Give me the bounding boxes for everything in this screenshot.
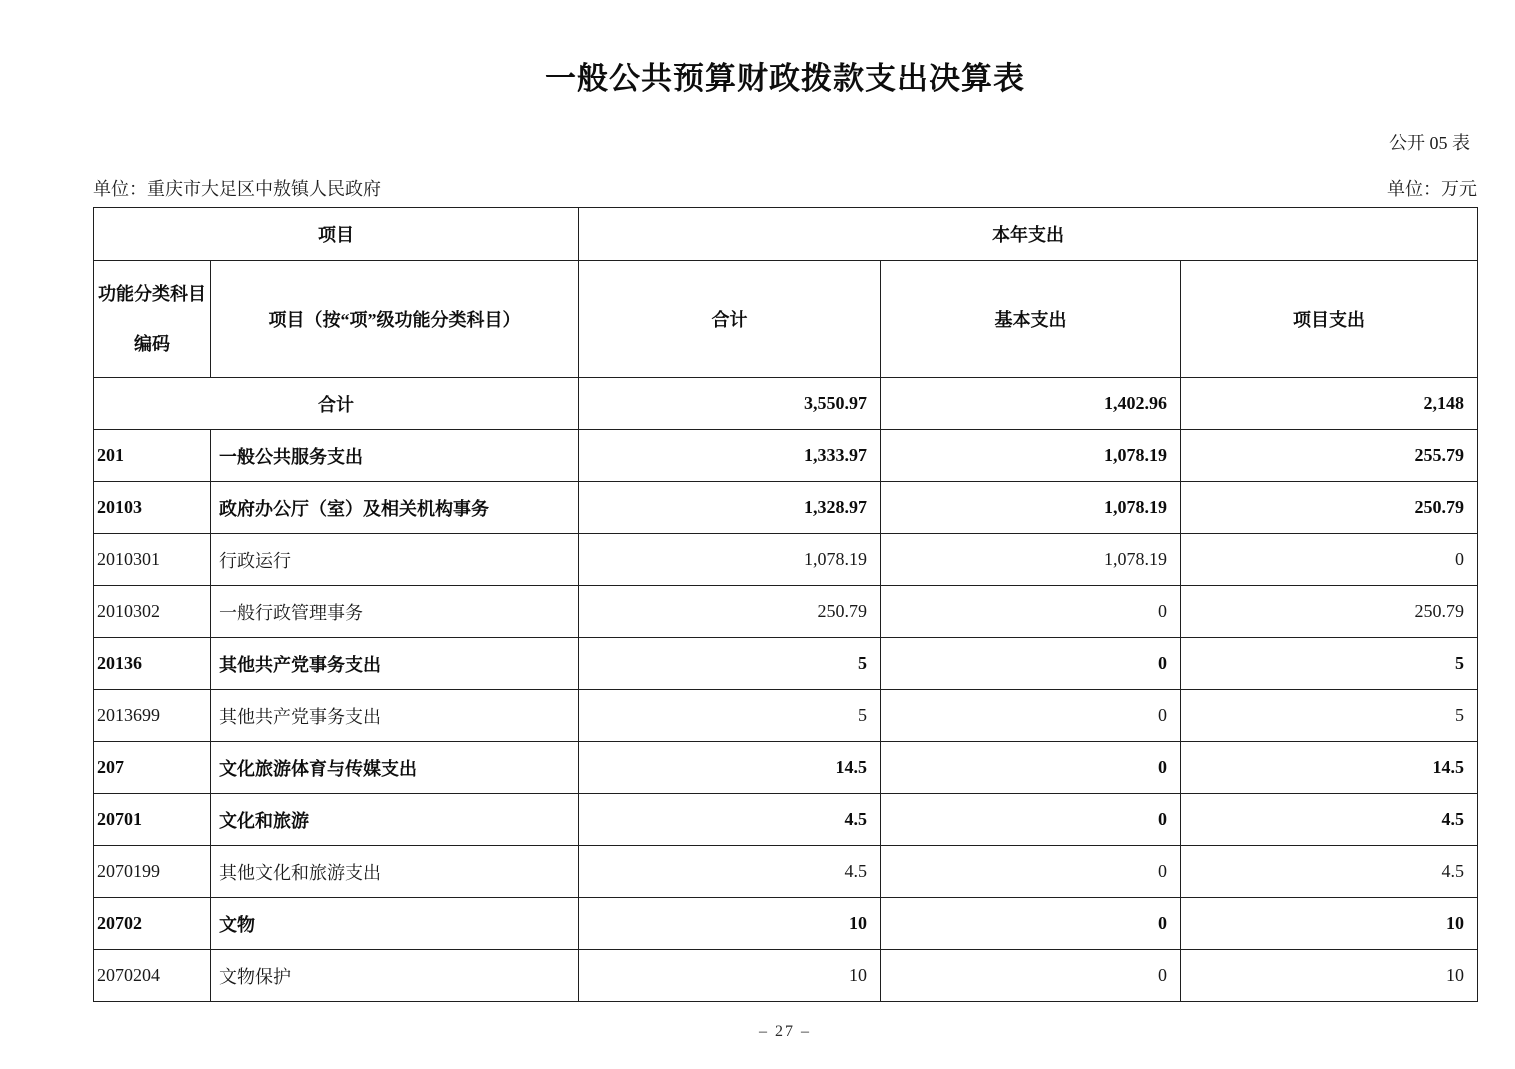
cell-total: 4.5 <box>579 794 881 846</box>
cell-code: 20702 <box>94 898 211 950</box>
cell-item: 文物 <box>211 898 579 950</box>
table-row <box>94 898 1478 950</box>
cell-basic: 0 <box>881 742 1181 794</box>
cell-code: 2070204 <box>94 950 211 1002</box>
cell-code: 2010301 <box>94 534 211 586</box>
reporting-unit-label: 单位：重庆市大足区中敖镇人民政府 <box>93 179 381 199</box>
cell-total: 10 <box>579 950 881 1002</box>
table-row <box>94 430 1478 482</box>
cell-total: 10 <box>579 898 881 950</box>
cell-project: 4.5 <box>1181 794 1478 846</box>
cell-project: 250.79 <box>1181 586 1478 638</box>
table-row <box>94 794 1478 846</box>
cell-basic: 0 <box>881 586 1181 638</box>
cell-code: 2010302 <box>94 586 211 638</box>
cell-item: 一般公共服务支出 <box>211 430 579 482</box>
table-row <box>94 482 1478 534</box>
cell-basic: 0 <box>881 950 1181 1002</box>
table-row <box>94 638 1478 690</box>
cell-code: 2013699 <box>94 690 211 742</box>
cell-project: 5 <box>1181 690 1478 742</box>
table-row <box>94 742 1478 794</box>
cell-total: 3,550.97 <box>579 378 881 430</box>
cell-total: 5 <box>579 690 881 742</box>
header-code-line2: 编码 <box>134 334 170 354</box>
header-group-item: 项目 <box>94 208 579 261</box>
header-code <box>94 261 211 378</box>
cell-code: 20701 <box>94 794 211 846</box>
cell-basic: 1,078.19 <box>881 534 1181 586</box>
header-code-line1: 功能分类科目 <box>98 284 206 304</box>
table-row <box>94 950 1478 1002</box>
cell-code: 20103 <box>94 482 211 534</box>
cell-basic: 0 <box>881 846 1181 898</box>
header-group-row <box>94 208 1478 261</box>
cell-item: 其他共产党事务支出 <box>211 690 579 742</box>
page-title: 一般公共预算财政拨款支出决算表 <box>545 61 1025 96</box>
cell-project: 250.79 <box>1181 482 1478 534</box>
cell-item: 一般行政管理事务 <box>211 586 579 638</box>
table-row <box>94 846 1478 898</box>
table-number-label: 公开 05 表 <box>1389 133 1470 153</box>
unit-row <box>93 175 1477 201</box>
header-columns-row <box>94 261 1478 378</box>
cell-item: 行政运行 <box>211 534 579 586</box>
cell-project: 4.5 <box>1181 846 1478 898</box>
header-basic: 基本支出 <box>881 261 1181 378</box>
cell-basic: 0 <box>881 898 1181 950</box>
cell-project: 5 <box>1181 638 1478 690</box>
header-item: 项目（按“项”级功能分类科目） <box>211 261 579 378</box>
cell-project: 10 <box>1181 950 1478 1002</box>
cell-basic: 1,402.96 <box>881 378 1181 430</box>
cell-basic: 1,078.19 <box>881 482 1181 534</box>
cell-project: 2,148 <box>1181 378 1478 430</box>
header-total: 合计 <box>579 261 881 378</box>
cell-project: 0 <box>1181 534 1478 586</box>
cell-item: 其他文化和旅游支出 <box>211 846 579 898</box>
cell-item: 文化和旅游 <box>211 794 579 846</box>
cell-total: 1,328.97 <box>579 482 881 534</box>
cell-item: 政府办公厅（室）及相关机构事务 <box>211 482 579 534</box>
page-number: – 27 – <box>759 1023 811 1040</box>
cell-code: 207 <box>94 742 211 794</box>
budget-table <box>93 207 1478 1002</box>
cell-project: 255.79 <box>1181 430 1478 482</box>
cell-total: 1,078.19 <box>579 534 881 586</box>
cell-total: 5 <box>579 638 881 690</box>
cell-total: 4.5 <box>579 846 881 898</box>
cell-total: 250.79 <box>579 586 881 638</box>
cell-code: 201 <box>94 430 211 482</box>
cell-basic: 1,078.19 <box>881 430 1181 482</box>
header-project: 项目支出 <box>1181 261 1478 378</box>
cell-total: 1,333.97 <box>579 430 881 482</box>
table-row <box>94 534 1478 586</box>
table-body <box>94 378 1478 1002</box>
cell-project: 10 <box>1181 898 1478 950</box>
table-header <box>94 208 1478 378</box>
table-row <box>94 378 1478 430</box>
cell-code: 20136 <box>94 638 211 690</box>
header-group-current-year: 本年支出 <box>579 208 1478 261</box>
cell-basic: 0 <box>881 690 1181 742</box>
cell-item: 文物保护 <box>211 950 579 1002</box>
cell-project: 14.5 <box>1181 742 1478 794</box>
table-row <box>94 690 1478 742</box>
cell-basic: 0 <box>881 794 1181 846</box>
cell-item: 合计 <box>94 378 579 430</box>
cell-item: 其他共产党事务支出 <box>211 638 579 690</box>
cell-total: 14.5 <box>579 742 881 794</box>
cell-code: 2070199 <box>94 846 211 898</box>
table-row <box>94 586 1478 638</box>
cell-basic: 0 <box>881 638 1181 690</box>
currency-unit-label: 单位：万元 <box>1387 179 1477 199</box>
cell-item: 文化旅游体育与传媒支出 <box>211 742 579 794</box>
